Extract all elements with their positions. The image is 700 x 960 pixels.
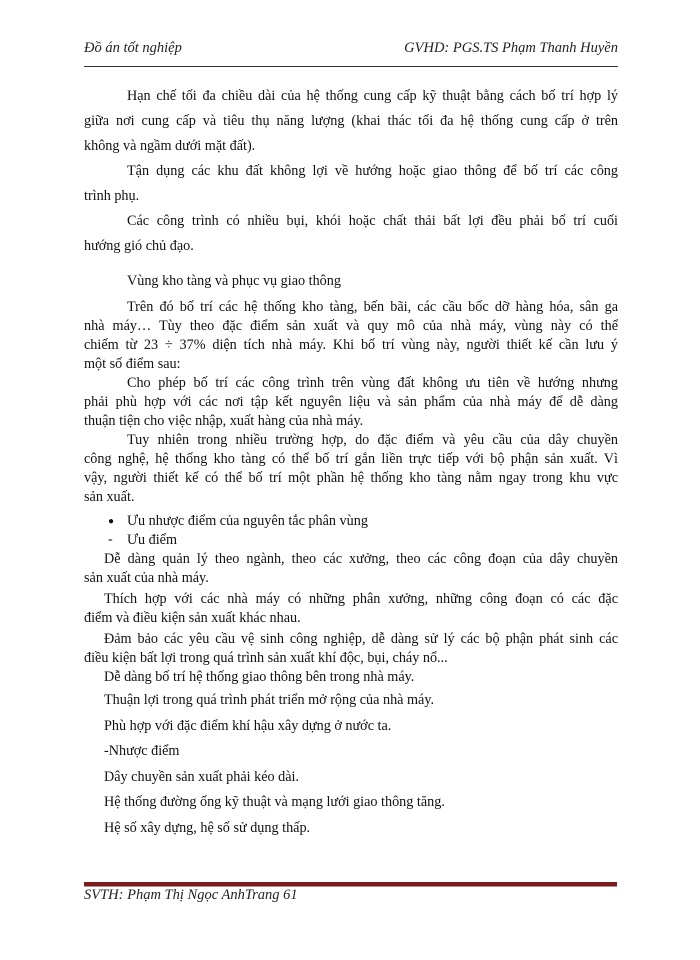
body-line [84, 650, 618, 667]
body-line [84, 394, 618, 411]
body-line [84, 188, 618, 205]
body-line [84, 489, 618, 506]
body-line [84, 113, 618, 130]
header-title: Đồ án tốt nghiệp [84, 40, 182, 56]
line-text: Hệ thống đường ống kỹ thuật và mạng lưới giao thông tăng. [104, 794, 445, 810]
line-text: Dây chuyền sản xuất phải kéo dài. [104, 769, 300, 785]
body-line [84, 163, 618, 180]
line-text: một số điểm sau: [84, 356, 181, 372]
line-text: điều kiện bất lợi trong quá trình sản xuất khí độc, bụi, cháy nổ... [84, 650, 448, 666]
line-text: nhà máy… Tùy theo đặc điểm sản xuất và quy mô của nhà máy, vùng này có thể [84, 318, 618, 334]
body-line [84, 743, 618, 760]
line-text: Các công trình có nhiều bụi, khói hoặc chất thải bất lợi đều phải bố trí cuối [127, 213, 618, 229]
body-line [84, 88, 618, 105]
body-line [84, 570, 618, 587]
line-text: sản xuất của nhà máy. [84, 570, 209, 586]
line-text: Ưu điểm [127, 532, 178, 548]
page-header [84, 40, 618, 60]
body-line [84, 337, 618, 354]
line-text: công nghệ, hệ thống kho tàng có thể bố trí gắn liền trực tiếp với bộ phận sản xuất. Vì [84, 451, 618, 467]
body-line [84, 718, 618, 735]
line-text: Hạn chế tối đa chiều dài của hệ thống cung cấp kỹ thuật bằng cách bố trí hợp lý [127, 88, 618, 104]
body-line [84, 299, 618, 316]
line-text: sản xuất. [84, 489, 135, 505]
body-line [84, 356, 618, 373]
body-line [84, 591, 618, 608]
line-text: giữa nơi cung cấp và tiêu thụ năng lượng (khai thác tối đa hệ thống cung cấp ở trên [84, 113, 618, 129]
body-line [84, 769, 618, 786]
line-text: chiếm từ 23 ÷ 37% diện tích nhà máy. Khi bố trí vùng này, người thiết kế cần lưu ý [84, 337, 618, 353]
line-text: Cho phép bố trí các công trình trên vùng đất không ưu tiên về hướng nhưng [127, 375, 618, 391]
body-line [84, 610, 618, 627]
line-text: vậy, người thiết kế có thể bố trí một phần hệ thống kho tàng nằm ngay trong khu vực [84, 470, 618, 486]
body-line [84, 820, 618, 837]
body-line [84, 318, 618, 335]
list-item [84, 532, 618, 549]
header-divider [84, 66, 618, 67]
body-line [84, 794, 618, 811]
body-line [84, 432, 618, 449]
bullet-icon: ● [108, 516, 115, 527]
body-line [84, 451, 618, 468]
body-line [84, 213, 618, 230]
body-line [84, 273, 618, 290]
line-text: Hệ số xây dựng, hệ số sử dụng thấp. [104, 820, 311, 836]
body-line [84, 138, 618, 155]
dash-marker-icon: - [108, 532, 113, 547]
body-line [84, 470, 618, 487]
line-text: -Nhược điểm [104, 743, 180, 759]
body-line [84, 238, 618, 255]
line-text: Trên đó bố trí các hệ thống kho tàng, bến bãi, các cầu bốc dỡ hàng hóa, sân ga [127, 299, 618, 315]
line-text: Thích hợp với các nhà máy có những phân xưởng, những công đoạn có các đặc [104, 591, 618, 607]
line-text: Tận dụng các khu đất không lợi về hướng hoặc giao thông để bố trí các công [127, 163, 618, 179]
line-text: hướng gió chủ đạo. [84, 238, 194, 254]
line-text: phải phù hợp với các nơi tập kết nguyên liệu và sản phẩm của nhà máy để dễ dàng [84, 394, 618, 410]
line-text: thuận tiện cho việc nhập, xuất hàng của nhà máy. [84, 413, 364, 429]
body-line [84, 669, 618, 686]
line-text: trình phụ. [84, 188, 140, 204]
page-footer: SVTH: Phạm Thị Ngọc AnhTrang 61 [84, 887, 298, 903]
list-item [84, 513, 618, 530]
line-text: Dễ dàng bố trí hệ thống giao thông bên trong nhà máy. [104, 669, 415, 685]
line-text: Phù hợp với đặc điểm khí hậu xây dựng ở nước ta. [104, 718, 392, 734]
line-text: Tuy nhiên trong nhiều trường hợp, do đặc điểm và yêu cầu của dây chuyền [127, 432, 618, 448]
body-line [84, 692, 618, 709]
body-line [84, 413, 618, 430]
line-text: Thuận lợi trong quá trình phát triển mở rộng của nhà máy. [104, 692, 435, 708]
line-text: Dễ dàng quản lý theo ngành, theo các xưởng, theo các công đoạn của dây chuyền [104, 551, 618, 567]
line-text: Vùng kho tàng và phục vụ giao thông [127, 273, 341, 289]
body-line [84, 551, 618, 568]
header-advisor: GVHD: PGS.TS Phạm Thanh Huyền [404, 40, 618, 56]
line-text: điểm và điều kiện sản xuất khác nhau. [84, 610, 301, 626]
line-text: không và ngầm dưới mặt đất). [84, 138, 256, 154]
body-line [84, 631, 618, 648]
body-line [84, 375, 618, 392]
line-text: Ưu nhược điểm của nguyên tắc phân vùng [127, 513, 368, 529]
line-text: Đảm bảo các yêu cầu vệ sinh công nghiệp, dễ dàng sử lý các bộ phận phát sinh các [104, 631, 618, 647]
